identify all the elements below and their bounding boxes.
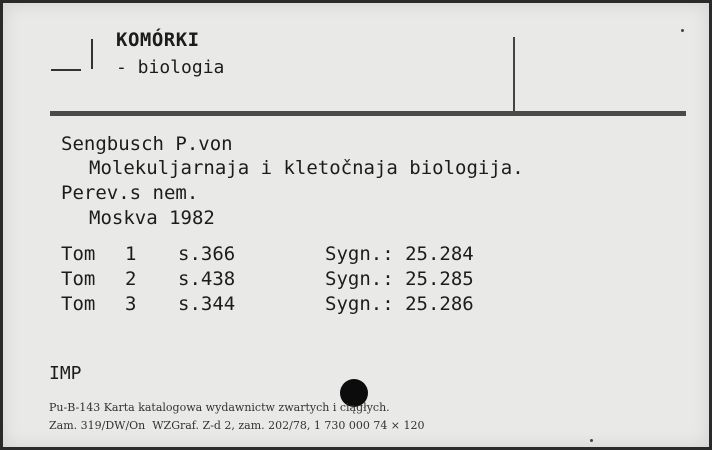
volume-signature: Sygn.: 25.285 [325, 268, 474, 290]
translation-note: Perev.s nem. [61, 182, 199, 204]
subject-heading: KOMÓRKI [116, 29, 200, 51]
printer-line-2: Zam. 319/DW/On WZGraf. Z-d 2, zam. 202/78, 1 730 000 74 × 120 [49, 419, 425, 432]
volume-pages: s.438 [178, 268, 236, 290]
volume-number: 2 [125, 268, 137, 290]
subject-subheading: - biologia [116, 57, 225, 78]
volume-pages: s.366 [178, 243, 236, 265]
volume-signature: Sygn.: 25.284 [325, 243, 474, 265]
volume-number: 1 [125, 243, 137, 265]
source-code: IMP [49, 363, 82, 384]
volume-label: Tom [61, 268, 96, 290]
header-divider [513, 37, 515, 113]
catalog-card [3, 3, 709, 447]
header-dash-mark [51, 69, 81, 71]
header-tick-mark [91, 39, 93, 69]
printer-line-1: Pu-B-143 Karta katalogowa wydawnictw zwartych i ciągłych. [49, 401, 390, 414]
header-rule [50, 111, 686, 116]
author: Sengbusch P.von [61, 133, 233, 155]
volume-label: Tom [61, 293, 96, 315]
book-title: Molekuljarnaja i kletočnaja biologija. [89, 157, 524, 179]
imprint: Moskva 1982 [89, 207, 215, 229]
paper-speck [590, 439, 593, 442]
paper-speck [681, 29, 684, 32]
volume-pages: s.344 [178, 293, 236, 315]
volume-number: 3 [125, 293, 137, 315]
volume-label: Tom [61, 243, 96, 265]
volume-signature: Sygn.: 25.286 [325, 293, 474, 315]
